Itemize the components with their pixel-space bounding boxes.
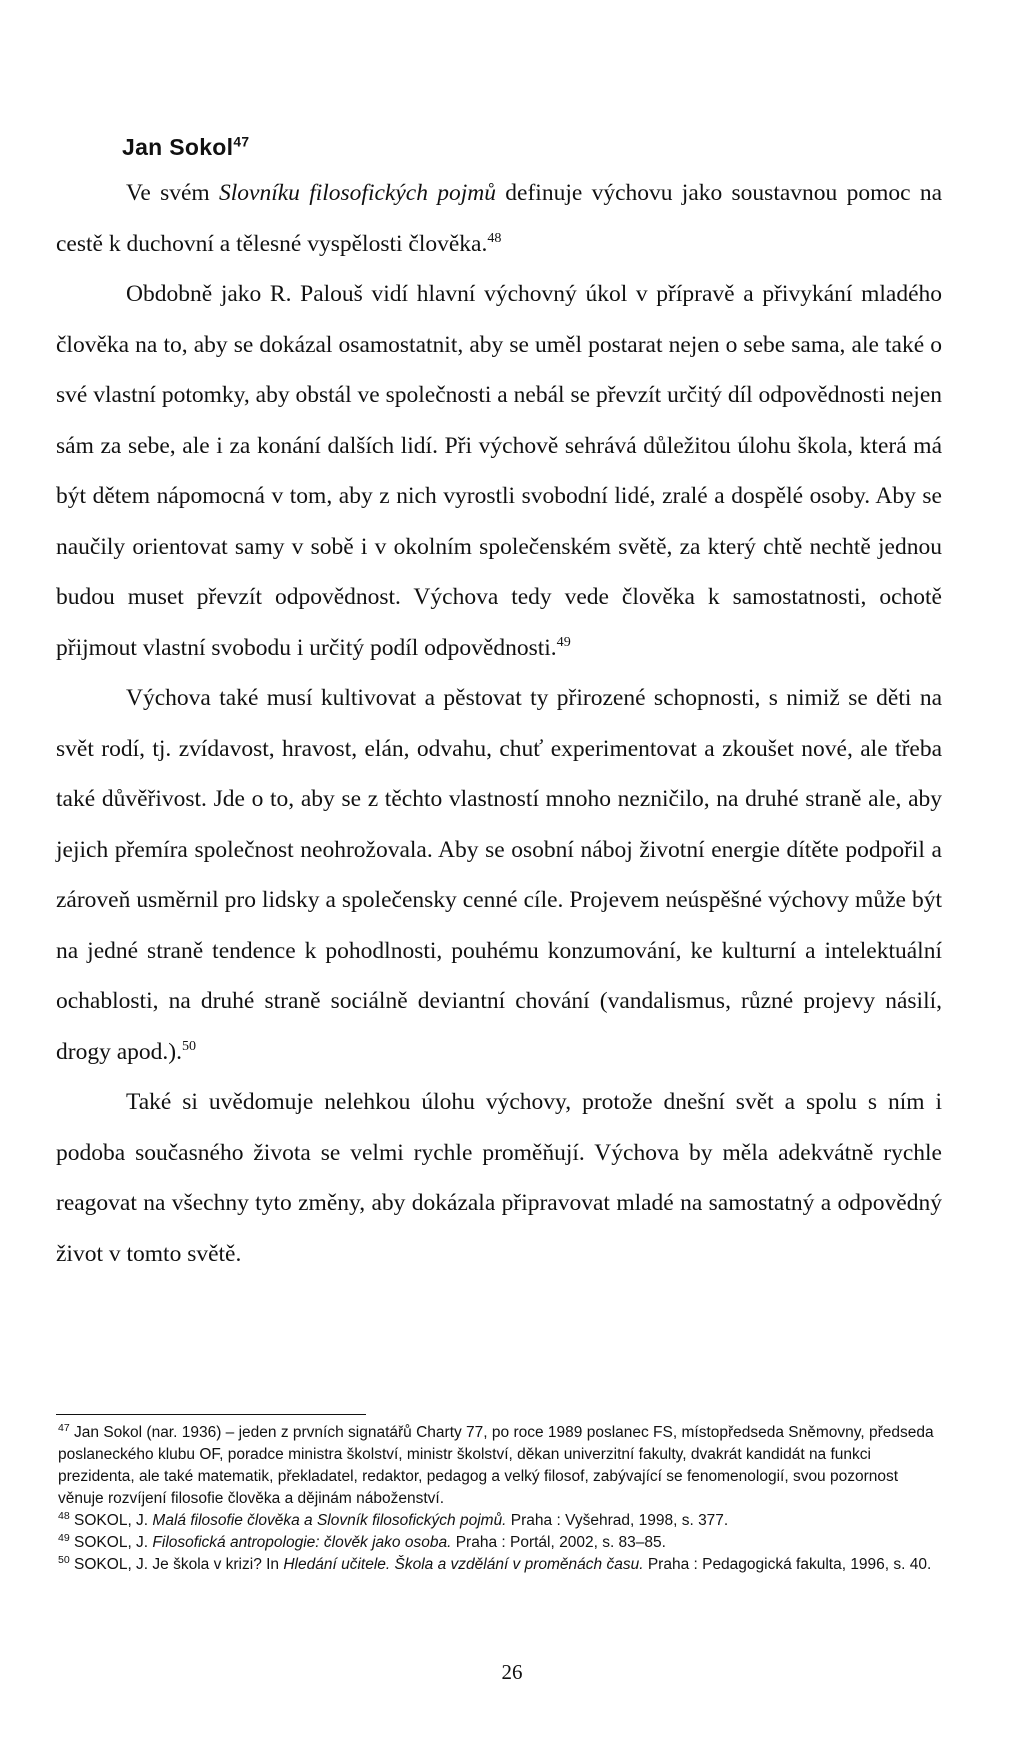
paragraph-2 [56,269,942,673]
paragraph-3-text: Výchova také musí kultivovat a pěstovat ty přirozené schopnosti, s nimiž se děti na svět rodí, tj. zvídavost, hravost, elán, odvahu, chuť experimentovat a zkoušet nové, ale třeba také důvěřivost. Jde o to, aby se z těchto vlastností mnoho nezničilo, na druhé straně ale, aby jejich přemíra společnost neohrožovala. Aby se osobní náboj životní energie dítěte podpořil a zároveň usměrnil pro lidsky a společensky cenné cíle. Projevem neúspěšné výchovy může být na jedné straně tendence k pohodlnosti, pouhému konzumování, ke kulturní a intelektuální ochablosti, na druhé straně sociálně deviantní chování (vandalismus, různé projevy násilí, drogy apod.). [56,685,942,1065]
footnote-title-italic: Hledání učitele. Škola a vzdělání v proměnách času. [283,1556,644,1573]
footnote-47 [58,1422,948,1510]
paragraph-4-text: Také si uvědomuje nelehkou úlohu výchovy, protože dnešní svět a spolu s ním i podoba současného života se velmi rychle proměňují. Výchova by měla adekvátně rychle reagovat na všechny tyto změny, aby dokázala připravovat mladé na samostatný a odpovědný život v tomto světě. [56,1089,942,1267]
footnote-50 [58,1554,948,1576]
body-text [56,168,942,1279]
footnote-49 [58,1532,948,1554]
footnote-text: Praha : Pedagogická fakulta, 1996, s. 40. [643,1556,932,1573]
heading-text: Jan Sokol [122,134,234,160]
footnote-number: 47 [58,1421,70,1434]
paragraph-4 [56,1077,942,1279]
footnote-ref-48: 48 [487,229,502,246]
footnote-number: 49 [58,1531,70,1544]
footnote-ref-49: 49 [556,633,571,650]
footnote-48 [58,1510,948,1532]
footnote-text: SOKOL, J. Je škola v krizi? In [74,1556,284,1573]
footnote-text: Praha : Vyšehrad, 1998, s. 377. [506,1512,729,1529]
footnote-title-italic: Malá filosofie člověka a Slovník filosofických pojmů. [152,1512,507,1529]
footnote-ref-50: 50 [181,1037,197,1054]
page-number: 26 [501,1660,523,1684]
footnote-number: 48 [58,1509,70,1522]
footnote-text: SOKOL, J. [74,1534,153,1551]
footnote-divider [56,1414,366,1415]
book-title-italic: Slovníku filosofických pojmů [218,180,496,206]
footnote-title-italic: Filosofická antropologie: člověk jako osoba. [152,1534,452,1551]
section-heading [122,134,249,161]
paragraph-1-text-a: Ve svém [126,180,219,206]
footnote-text: Praha : Portál, 2002, s. 83–85. [451,1534,666,1551]
paragraph-1-text-b: definuje výchovu jako soustavnou pomoc na cestě k duchovní a tělesné vyspělosti člověka. [56,180,942,257]
paragraph-3 [56,673,942,1077]
footnote-ref-47: 47 [233,134,250,150]
footnote-number: 50 [58,1553,70,1566]
paragraph-1 [56,168,942,269]
footnotes [58,1422,948,1576]
paragraph-2-text: Obdobně jako R. Palouš vidí hlavní výchovný úkol v přípravě a přivykání mladého člověka na to, aby se dokázal osamostatnit, aby se uměl postarat nejen o sebe sama, ale také o své vlastní potomky, aby obstál ve společnosti a nebál se převzít určitý díl odpovědnosti nejen sám za sebe, ale i za konání dalších lidí. Při výchově sehrává důležitou úlohu škola, která má být dětem nápomocná v tom, aby z nich vyrostli svobodní lidé, zralé a dospělé osoby. Aby se naučily orientovat samy v sobě i v okolním společenském světě, za který chtě nechtě jednou budou muset převzít odpovědnost. Výchova tedy vede člověka k samostatnosti, ochotě přijmout vlastní svobodu i určitý podíl odpovědnosti. [56,281,942,661]
footnote-text: Jan Sokol (nar. 1936) – jeden z prvních signatářů Charty 77, po roce 1989 poslanec FS, místopředseda Sněmovny, předseda poslaneckého klubu OF, poradce ministra školství, ministr školství, děkan univerzitní fakulty, dvakrát kandidát na funkci prezidenta, ale také matematik, překladatel, redaktor, pedagog a velký filosof, zabývající se fenomenologií, svou pozornost věnuje rozvíjení filosofie člověka a dějinám náboženství. [58,1424,934,1507]
footnote-text: SOKOL, J. [74,1512,153,1529]
